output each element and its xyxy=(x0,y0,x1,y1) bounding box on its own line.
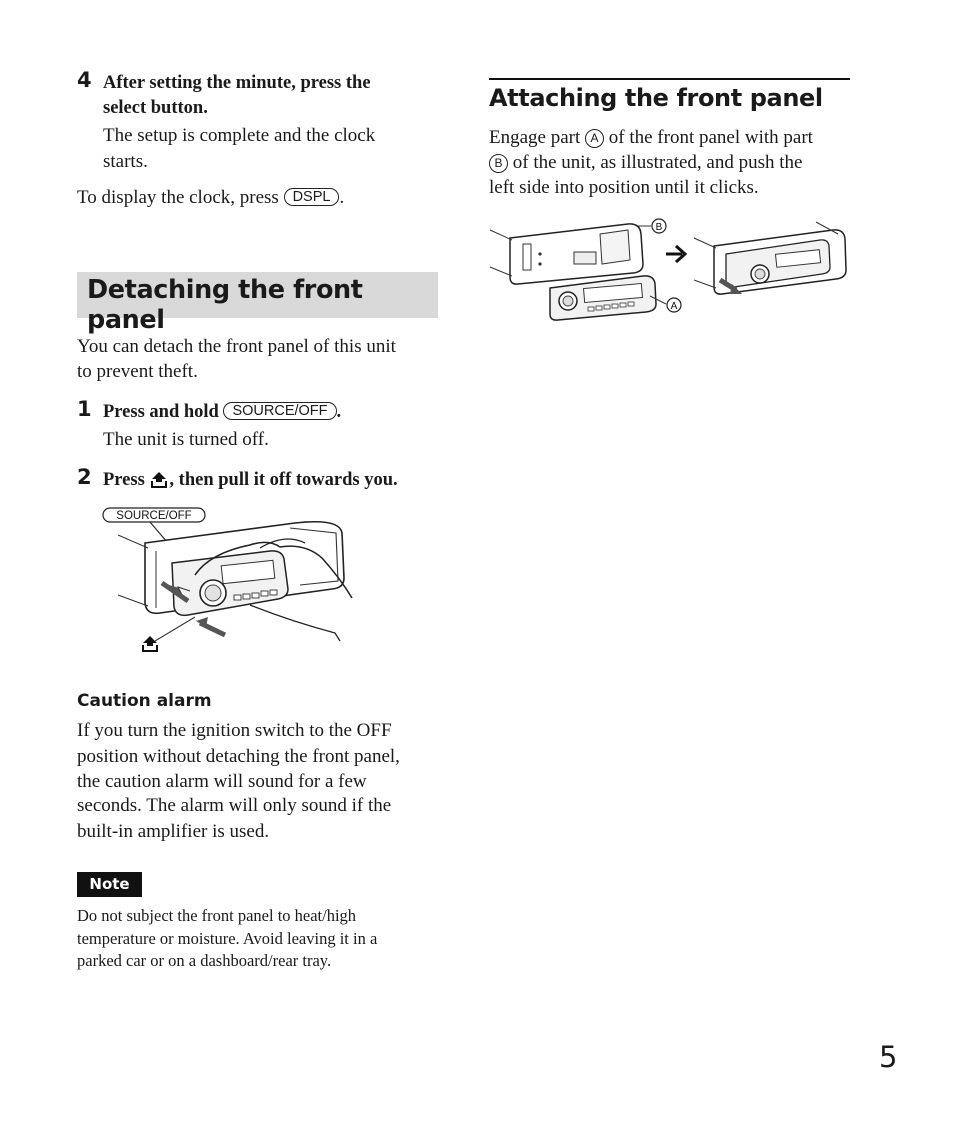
step-1-desc: The unit is turned off. xyxy=(103,429,269,450)
attach-panel-illustration xyxy=(488,212,850,324)
caution-alarm-heading: Caution alarm xyxy=(77,691,212,711)
display-clock-text: To display the clock, press xyxy=(77,187,279,208)
note-badge: Note xyxy=(77,872,142,897)
note-text xyxy=(77,905,427,973)
step-title-line1: After setting the minute, press the xyxy=(103,73,371,93)
display-clock-suffix: . xyxy=(339,187,345,208)
step-1-title xyxy=(103,400,341,425)
attach-line2-suffix: of the unit, as illustrated, and push the xyxy=(512,152,803,173)
step-number: 4 xyxy=(77,68,92,92)
detach-heading-text: Detaching the front panel xyxy=(87,275,363,335)
step-1-prefix: Press and hold xyxy=(103,402,219,422)
note-line: parked car or on a dashboard/rear tray. xyxy=(77,951,332,970)
part-b-label xyxy=(652,219,666,233)
attach-line1 xyxy=(489,125,813,150)
source-off-key: SOURCE/OFF xyxy=(223,402,336,420)
display-clock-instruction xyxy=(77,185,344,210)
caution-line: the caution alarm will sound for a few xyxy=(77,771,367,792)
step-1-suffix: . xyxy=(336,402,342,422)
arrow-right-icon xyxy=(666,246,685,262)
attach-line1-suffix: of the front panel with part xyxy=(608,127,813,148)
part-a-label xyxy=(667,298,681,312)
step-2-prefix: Press xyxy=(103,470,145,490)
note-line: Do not subject the front panel to heat/high xyxy=(77,906,357,925)
release-icon xyxy=(150,470,168,488)
step-2-title xyxy=(103,468,398,493)
caution-line: seconds. The alarm will only sound if the xyxy=(77,795,392,816)
source-off-label xyxy=(103,508,205,522)
part-b-marker: B xyxy=(489,154,508,173)
svg-text:A: A xyxy=(670,301,678,312)
attach-section-heading: Attaching the front panel xyxy=(489,84,823,112)
intro-line1: You can detach the front panel of this unit xyxy=(77,336,396,357)
step-2-suffix: , then pull it off towards you. xyxy=(169,470,398,490)
svg-text:SOURCE/OFF: SOURCE/OFF xyxy=(116,510,192,522)
step-number: 1 xyxy=(77,397,92,421)
caution-line: built-in amplifier is used. xyxy=(77,821,270,842)
note-line: temperature or moisture. Avoid leaving it in a xyxy=(77,928,378,948)
attach-line2 xyxy=(489,150,802,175)
svg-text:B: B xyxy=(655,222,663,233)
detach-panel-illustration xyxy=(100,503,360,658)
step-title-line2: select button. xyxy=(103,98,208,118)
caution-line: If you turn the ignition switch to the OFF xyxy=(77,720,392,741)
step-desc-line2: starts. xyxy=(103,151,148,172)
attach-heading-rule xyxy=(489,78,850,80)
caution-line: position without detaching the front panel, xyxy=(77,746,400,767)
page-number: 5 xyxy=(879,1040,898,1074)
attach-line1-prefix: Engage part xyxy=(489,127,581,148)
step-desc-line1: The setup is complete and the clock xyxy=(103,125,376,146)
dspl-key: DSPL xyxy=(284,188,340,206)
attach-line3: left side into position until it clicks. xyxy=(489,177,759,198)
part-a-marker: A xyxy=(585,129,604,148)
release-icon xyxy=(143,636,157,651)
intro-line2: to prevent theft. xyxy=(77,361,198,382)
detach-section-heading xyxy=(77,272,438,335)
step-number: 2 xyxy=(77,465,92,489)
